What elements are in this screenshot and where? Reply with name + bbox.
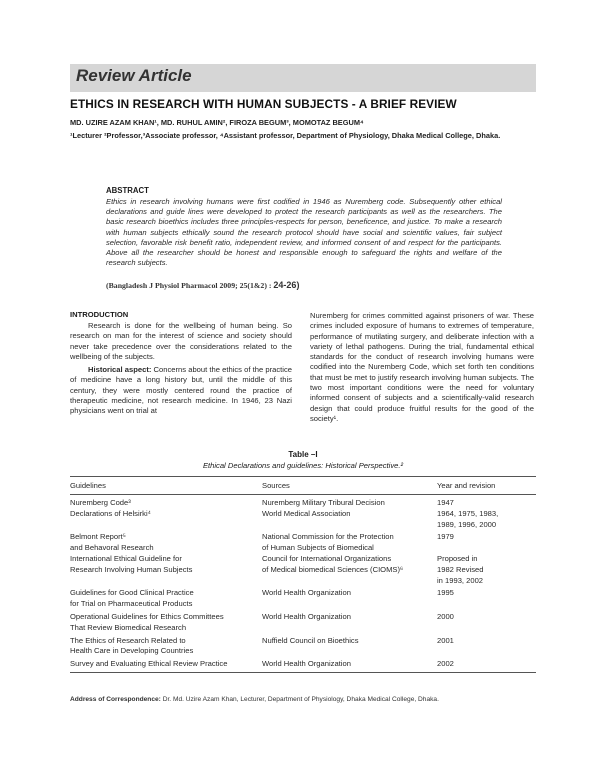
table-row <box>70 495 536 509</box>
body-column-right <box>310 311 534 424</box>
table-row <box>70 586 536 610</box>
table-cell: 1995 <box>437 588 454 598</box>
table-cell: 1979 <box>437 532 454 542</box>
abstract-heading: ABSTRACT <box>106 186 149 195</box>
table-title: Table –I <box>288 450 318 459</box>
table-row <box>70 509 536 531</box>
journal-citation <box>106 280 299 290</box>
article-title: ETHICS IN RESEARCH WITH HUMAN SUBJECTS - A BRIEF REVIEW <box>70 97 457 111</box>
table-cell: International Ethical Guideline for Research Involving Human Subjects <box>70 553 193 574</box>
table-cell: The Ethics of Research Related to Health Care in Developing Countries <box>70 635 194 656</box>
nuremberg-paragraph: Nuremberg for crimes committed against prisoners of war. These crimes included exposure of humans to extremes of temperature, performance of mutilating surgery, and deliberate infection with a variety of lethal pathogens. During the trial, fundamental ethical standards for the conduct of research involving humans were codified into the Nuremberg Code, which set forth ten conditions that must be met to justify research involving human subjects. The two most important conditions were the need for voluntary informed consent of subjects and a scientifically-valid research design that could produce fruitful results for the good of the society¹. <box>310 311 534 423</box>
table-cell: Proposed in 1982 Revised in 1993, 2002 <box>437 553 484 585</box>
table-cell: Council for International Organizations of Medical biomedical Sciences (CIOMS)⁶ <box>262 553 404 574</box>
table-row <box>70 657 536 672</box>
table-row <box>70 634 536 658</box>
table-cell: National Commission for the Protection of Human Subjects of Biomedical <box>262 532 394 553</box>
table-cell: 1947 <box>437 498 454 507</box>
table-cell: 1964, 1975, 1983, 1989, 1996, 2000 <box>437 508 499 529</box>
author-affiliations: ¹Lecturer ²Professor,³Associate professor, ⁴Assistant professor, Department of Physiology, Dhaka Medical College, Dhaka. <box>70 131 501 140</box>
body-column-left <box>70 321 292 417</box>
table-cell: Belmont Report⁵ and Behavoral Research <box>70 532 154 553</box>
table-cell: World Health Organization <box>262 657 437 672</box>
author-list: MD. UZIRE AZAM KHAN¹, MD. RUHUL AMIN², FIROZA BEGUM³, MOMOTAZ BEGUM⁴ <box>70 118 364 127</box>
table-cell: World Health Organization <box>262 588 351 598</box>
table-cell: Guidelines for Good Clinical Practice for Trial on Pharmaceutical Products <box>70 588 194 609</box>
table-caption: Ethical Declarations and guidelines: Historical Perspective.² <box>202 461 404 470</box>
table-cell: Survey and Evaluating Ethical Review Practice <box>70 657 262 672</box>
table-cell: 2000 <box>437 611 454 621</box>
table-cell: World Health Organization <box>262 611 351 621</box>
table-row <box>70 530 536 554</box>
introduction-heading: INTRODUCTION <box>70 310 129 319</box>
citation-text: (Bangladesh J Physiol Pharmacol 2009; 25(1&2) : <box>106 281 272 290</box>
correspondence-address <box>70 696 439 703</box>
table-cell: Nuffield Council on Bioethics <box>262 635 359 645</box>
column-header-year: Year and revision <box>437 477 536 495</box>
guidelines-table <box>70 476 536 673</box>
correspondence-label: Address of Correspondence: <box>70 696 161 703</box>
table-cell: Operational Guidelines for Ethics Committees That Review Biomedical Research <box>70 611 224 632</box>
history-paragraph <box>70 365 292 416</box>
intro-paragraph: Research is done for the wellbeing of human being. So research on man for the interest of science and society should never take precedence over the considerations related to the wellbeing of the subjects. <box>70 321 292 361</box>
table-cell: World Medical Association <box>262 508 351 518</box>
citation-pages: 24-26) <box>273 280 300 290</box>
table-cell: 2001 <box>437 635 454 645</box>
table-row <box>70 554 536 586</box>
table-row <box>70 610 536 634</box>
section-label: Review Article <box>76 66 192 85</box>
history-text: Concerns about the ethics of the practice of medicine have a long history but, until the middle of this century, they were mostly centered round the practice of therapeutic medicine, not research medicine. In 1946, 23 Nazi physicians went on trial at <box>70 365 292 416</box>
table-header-row <box>70 477 536 495</box>
correspondence-text: Dr. Md. Uzire Azam Khan, Lecturer, Department of Physiology, Dhaka Medical College, Dhaka. <box>160 696 439 703</box>
column-header-guidelines: Guidelines <box>70 477 262 495</box>
column-header-sources: Sources <box>262 477 437 495</box>
table-cell: Nuremberg Code³ <box>70 498 131 507</box>
abstract-text: Ethics in research involving humans were first codified in 1946 as Nuremberg code. Subsequently other ethical declarations and guide lines were developed to protect the research participants as well as the researchers. The basic research bioethics includes three principles-respects for person, beneficence, and justice. To make a research with human subjects ethically sound the research protocol should have social and scientific values, fair subject selection, favorable risk benefit ratio, independent review, and informed consent of and respect for the participants. Above all the researcher should be honest and responsible enough to safeguard the rights and welfare of the research subjects. <box>106 197 502 268</box>
table-cell: Declarations of Helsirki⁴ <box>70 508 151 518</box>
table-cell: 2002 <box>437 657 536 672</box>
table-cell: Nuremberg Military Tribural Decision <box>262 498 385 507</box>
history-label: Historical aspect: <box>88 365 152 375</box>
